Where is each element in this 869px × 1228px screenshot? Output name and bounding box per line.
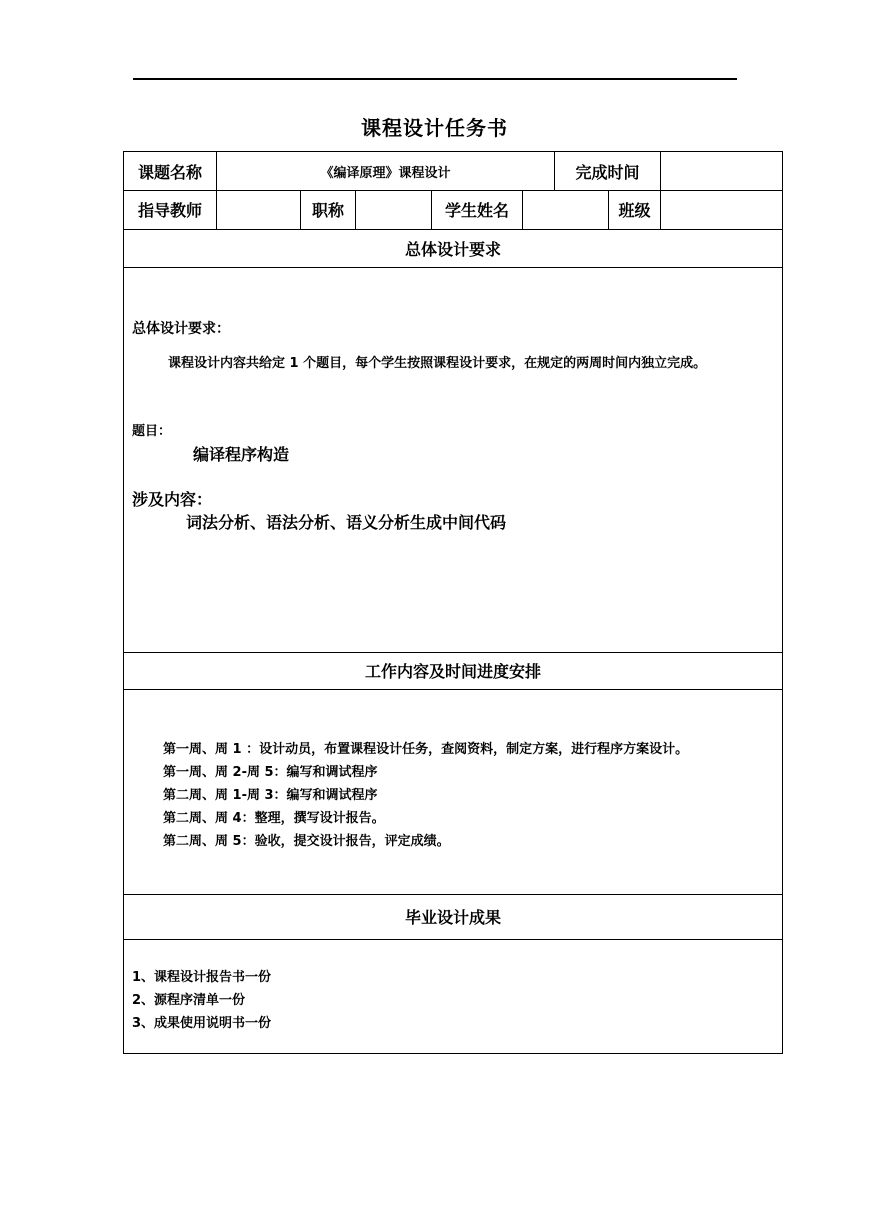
job-title-label: 职称: [311, 201, 344, 220]
deadline-label: 完成时间: [575, 162, 640, 182]
class-label: 班级: [618, 201, 651, 220]
row-divider: [124, 267, 782, 268]
results-item: 1、课程设计报告书一份: [132, 970, 272, 985]
overall-content-text: 词法分析、语法分析、语义分析生成中间代码: [186, 513, 507, 532]
topic-label: 课题名称: [137, 162, 202, 182]
schedule-heading: 工作内容及时间进度安排: [364, 662, 541, 681]
overall-req-label: 总体设计要求：: [132, 321, 230, 337]
schedule-item: 第二周、周 5：验收，提交设计报告，评定成绩。: [163, 834, 450, 849]
schedule-item: 第二周、周 1-周 3：编写和调试程序: [163, 788, 378, 803]
overall-req-text: 课程设计内容共给定 1 个题目，每个学生按照课程设计要求，在规定的两周时间内独立完成。: [168, 356, 707, 371]
top-rule: [133, 78, 737, 80]
advisor-value[interactable]: [217, 190, 300, 229]
deadline-value[interactable]: [661, 152, 782, 190]
job-title-value[interactable]: [356, 190, 431, 229]
schedule-item: 第一周、周 1 ：设计动员，布置课程设计任务，查阅资料，制定方案，进行程序方案设计。: [163, 742, 689, 757]
student-name-value[interactable]: [523, 190, 608, 229]
task-form-table: [123, 151, 783, 1054]
schedule-item: 第二周、周 4：整理，撰写设计报告。: [163, 811, 385, 826]
results-heading: 毕业设计成果: [404, 908, 501, 927]
results-item: 3、成果使用说明书一份: [132, 1016, 272, 1031]
student-name-label: 学生姓名: [444, 201, 509, 220]
overall-heading: 总体设计要求: [404, 239, 501, 259]
advisor-label: 指导教师: [137, 201, 202, 220]
document-title: 课程设计任务书: [361, 116, 508, 140]
class-value[interactable]: [661, 190, 782, 229]
row-divider: [124, 939, 782, 940]
topic-value[interactable]: 《编译原理》课程设计: [320, 165, 451, 181]
overall-content-label: 涉及内容：: [132, 490, 213, 509]
row-divider: [124, 689, 782, 690]
overall-topic-label: 题目：: [132, 424, 172, 439]
results-item: 2、源程序清单一份: [132, 993, 246, 1008]
schedule-item: 第一周、周 2-周 5：编写和调试程序: [163, 765, 378, 780]
overall-topic-text: 编译程序构造: [193, 445, 290, 464]
